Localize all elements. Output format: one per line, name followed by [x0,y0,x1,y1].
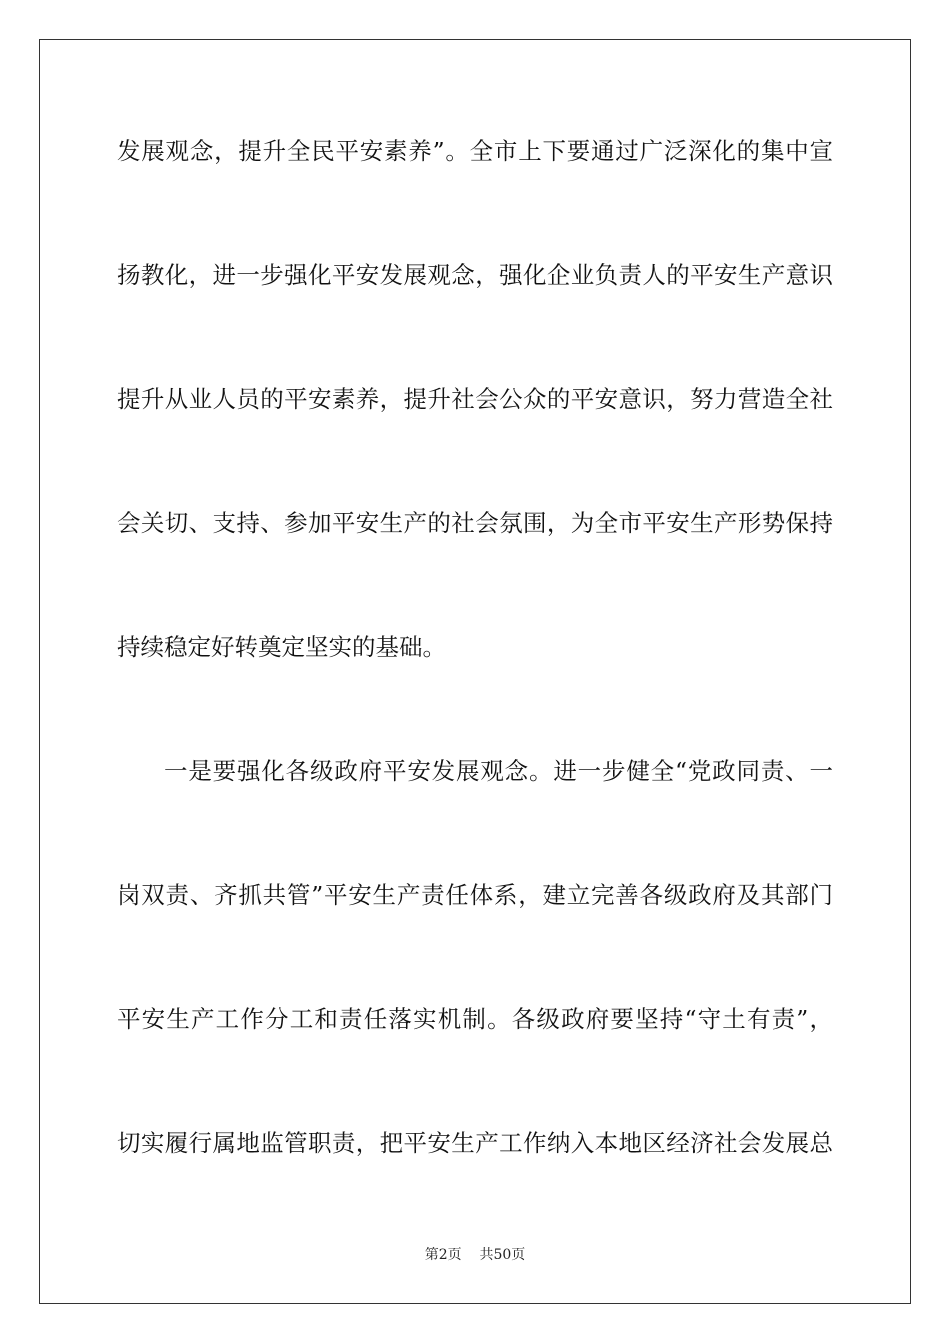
text-line: 平安生产工作分工和责任落实机制。各级政府要坚持“守土有责”， [117,1005,833,1033]
page-border [39,39,911,1304]
text-line: 发展观念，提升全民平安素养”。全市上下要通过广泛深化的集中宣 [117,137,833,165]
page-number: 第2页 [424,1247,462,1263]
text-line: 岗双责、齐抓共管”平安生产责任体系，建立完善各级政府及其部门 [117,881,833,909]
page-footer [0,1245,950,1265]
text-line: 会关切、支持、参加平安生产的社会氛围，为全市平安生产形势保持 [117,509,833,537]
text-line: 切实履行属地监管职责，把平安生产工作纳入本地区经济社会发展总 [117,1129,833,1157]
page-total: 共50页 [479,1247,526,1263]
text-line: 持续稳定好转奠定坚实的基础。 [117,633,446,661]
paragraph-first-line: 一是要强化各级政府平安发展观念。进一步健全“党政同责、一 [164,757,833,785]
text-line: 提升从业人员的平安素养，提升社会公众的平安意识，努力营造全社 [117,385,833,413]
text-line: 扬教化，进一步强化平安发展观念，强化企业负责人的平安生产意识 [117,261,833,289]
